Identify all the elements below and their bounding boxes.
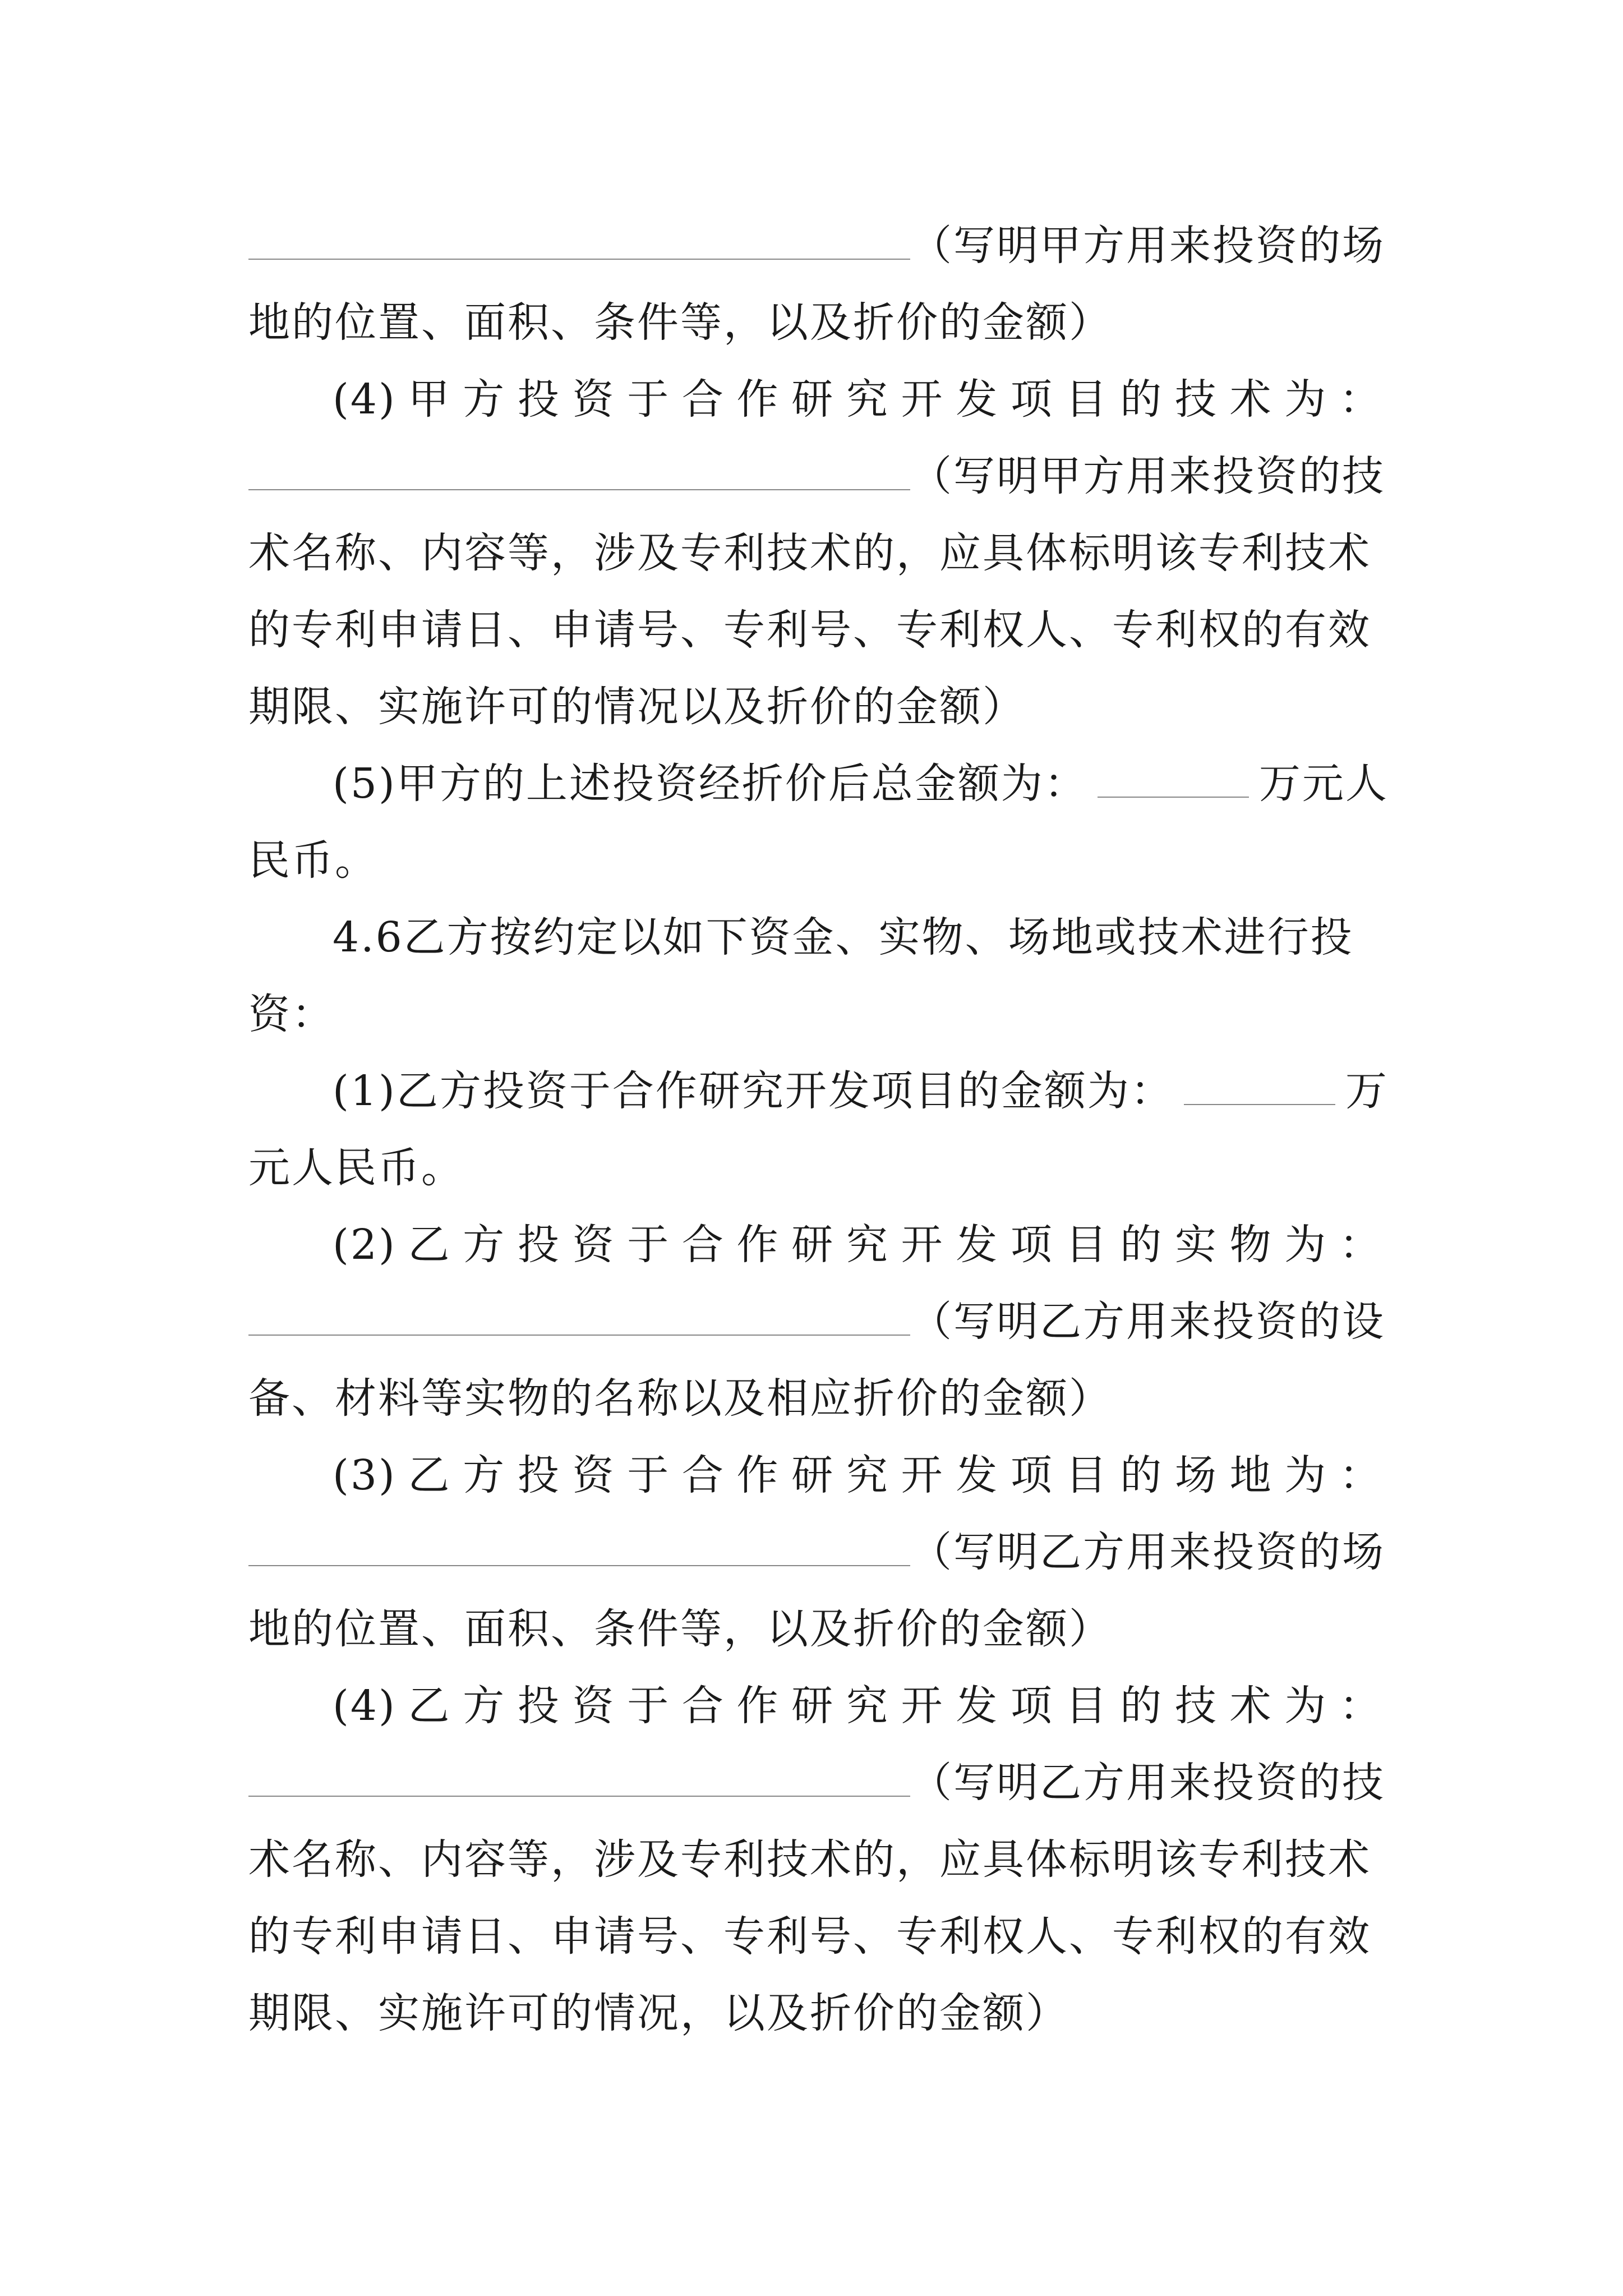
heading-char: 术 [1229, 375, 1273, 424]
heading-char: 乙 [408, 1451, 451, 1499]
heading-char: 研 [791, 375, 835, 424]
heading-char: 的 [1120, 1451, 1164, 1499]
heading-char: 投 [517, 1682, 561, 1730]
heading-char: 目 [1065, 1451, 1109, 1499]
heading-char: 的 [1120, 1682, 1164, 1730]
heading-char: 发 [956, 1451, 999, 1499]
heading-char: 目 [1065, 375, 1109, 424]
heading-char: 开 [901, 375, 944, 424]
heading-char: 场 [1174, 1451, 1218, 1499]
heading-char: 发 [956, 1682, 999, 1730]
instruction-text: （写明乙方用来投资的设 [910, 1297, 1385, 1346]
paragraph-line: 的专利申请日、申请号、专利号、专利权人、专利权的有效 [248, 606, 1371, 654]
heading-char: 投 [517, 375, 561, 424]
paragraph-line: 期限、实施许可的情况以及折价的金额） [248, 683, 1026, 731]
blank-field[interactable] [248, 1529, 910, 1566]
item-heading-line [248, 1437, 1382, 1514]
blank-field[interactable] [248, 1760, 910, 1797]
blank-field[interactable] [1184, 1068, 1335, 1105]
heading-char: 甲 [408, 375, 451, 424]
paragraph-line: 民币。 [248, 836, 378, 885]
item-heading-line [248, 1668, 1382, 1745]
heading-char: 合 [681, 1451, 725, 1499]
heading-char: 乙 [408, 1682, 451, 1730]
heading-char: 物 [1229, 1221, 1273, 1269]
blank-field[interactable] [248, 1299, 910, 1336]
fill-line [248, 1283, 1385, 1360]
heading-char: 于 [627, 1221, 671, 1269]
heading-char: 技 [1174, 1682, 1218, 1730]
section-line: 4.6乙方按约定以如下资金、实物、场地或技术进行投 [333, 913, 1354, 961]
paragraph-line: 地的位置、面积、条件等，以及折价的金额） [248, 298, 1112, 347]
heading-char: 方 [463, 1221, 506, 1269]
heading-char: 方 [463, 1451, 506, 1499]
heading-char: 乙 [408, 1221, 451, 1269]
paragraph-line: 地的位置、面积、条件等，以及折价的金额） [248, 1605, 1112, 1653]
paragraph-line: 备、材料等实物的名称以及相应折价的金额） [248, 1374, 1112, 1423]
heading-char: 资 [572, 1682, 616, 1730]
heading-char: 研 [791, 1682, 835, 1730]
heading-char: 资 [572, 375, 616, 424]
heading-char: 合 [681, 1221, 725, 1269]
item-text-tail: 万元人 [1258, 760, 1389, 808]
item-line [248, 746, 1389, 822]
heading-char: ： [1339, 375, 1382, 424]
instruction-text: （写明乙方用来投资的技 [910, 1759, 1385, 1807]
heading-char: 项 [1010, 1451, 1054, 1499]
fill-line [248, 1514, 1385, 1591]
instruction-text: （写明甲方用来投资的场 [910, 222, 1385, 270]
heading-char: 作 [736, 1682, 780, 1730]
heading-char: 方 [463, 375, 506, 424]
heading-char: 为 [1284, 1451, 1328, 1499]
heading-char: 于 [627, 1451, 671, 1499]
instruction-text: （写明甲方用来投资的技 [910, 452, 1385, 500]
document-body [248, 208, 1389, 2052]
heading-char: 为 [1284, 1682, 1328, 1730]
heading-char: 研 [791, 1221, 835, 1269]
heading-char: (3) [333, 1451, 396, 1499]
heading-char: 合 [681, 375, 725, 424]
paragraph-line: 期限、实施许可的情况，以及折价的金额） [248, 1989, 1069, 2037]
heading-char: 开 [901, 1221, 944, 1269]
paragraph-line: 的专利申请日、申请号、专利号、专利权人、专利权的有效 [248, 1912, 1371, 1961]
heading-char: 术 [1229, 1682, 1273, 1730]
heading-char: 发 [956, 375, 999, 424]
blank-field[interactable] [248, 223, 910, 260]
heading-char: 发 [956, 1221, 999, 1269]
heading-char: 投 [517, 1221, 561, 1269]
fill-line [248, 208, 1385, 284]
paragraph-line: 术名称、内容等，涉及专利技术的，应具体标明该专利技术 [248, 529, 1371, 577]
heading-char: 投 [517, 1451, 561, 1499]
heading-char: 资 [572, 1221, 616, 1269]
item-heading-line [248, 1207, 1382, 1283]
heading-char: ： [1339, 1451, 1382, 1499]
heading-char: 地 [1229, 1451, 1273, 1499]
heading-char: 资 [572, 1451, 616, 1499]
item-line [248, 1053, 1389, 1130]
paragraph-line: 元人民币。 [248, 1144, 464, 1192]
heading-char: 技 [1174, 375, 1218, 424]
fill-line [248, 1745, 1385, 1821]
heading-char: 究 [846, 1451, 889, 1499]
paragraph-line: 术名称、内容等，涉及专利技术的，应具体标明该专利技术 [248, 1835, 1371, 1884]
heading-char: ： [1339, 1221, 1382, 1269]
heading-char: (4) [333, 375, 396, 424]
heading-char: 究 [846, 1682, 889, 1730]
heading-char: 为 [1284, 1221, 1328, 1269]
heading-char: 合 [681, 1682, 725, 1730]
heading-char: 目 [1065, 1682, 1109, 1730]
instruction-text: （写明乙方用来投资的场 [910, 1528, 1385, 1576]
heading-char: ： [1339, 1682, 1382, 1730]
heading-char: 于 [627, 1682, 671, 1730]
heading-char: 的 [1120, 375, 1164, 424]
blank-field[interactable] [1098, 761, 1249, 798]
heading-char: 作 [736, 1451, 780, 1499]
heading-char: 为 [1284, 375, 1328, 424]
heading-char: 方 [463, 1682, 506, 1730]
heading-char: 项 [1010, 1221, 1054, 1269]
item-text-tail: 万 [1345, 1067, 1389, 1115]
heading-char: 于 [627, 375, 671, 424]
heading-char: 研 [791, 1451, 835, 1499]
item-text: (5)甲方的上述投资经折价后总金额为： [333, 760, 1087, 808]
heading-char: (4) [333, 1682, 396, 1730]
heading-char: 实 [1174, 1221, 1218, 1269]
fill-line [248, 438, 1385, 515]
heading-char: 作 [736, 1221, 780, 1269]
heading-char: 的 [1120, 1221, 1164, 1269]
heading-char: 究 [846, 1221, 889, 1269]
item-heading-line [248, 361, 1382, 438]
heading-char: 目 [1065, 1221, 1109, 1269]
heading-char: 究 [846, 375, 889, 424]
paragraph-line: 资： [248, 990, 335, 1038]
heading-char: 项 [1010, 1682, 1054, 1730]
heading-char: 项 [1010, 375, 1054, 424]
item-text: (1)乙方投资于合作研究开发项目的金额为： [333, 1067, 1174, 1115]
heading-char: (2) [333, 1221, 396, 1269]
heading-char: 开 [901, 1682, 944, 1730]
heading-char: 开 [901, 1451, 944, 1499]
blank-field[interactable] [248, 453, 910, 490]
heading-char: 作 [736, 375, 780, 424]
